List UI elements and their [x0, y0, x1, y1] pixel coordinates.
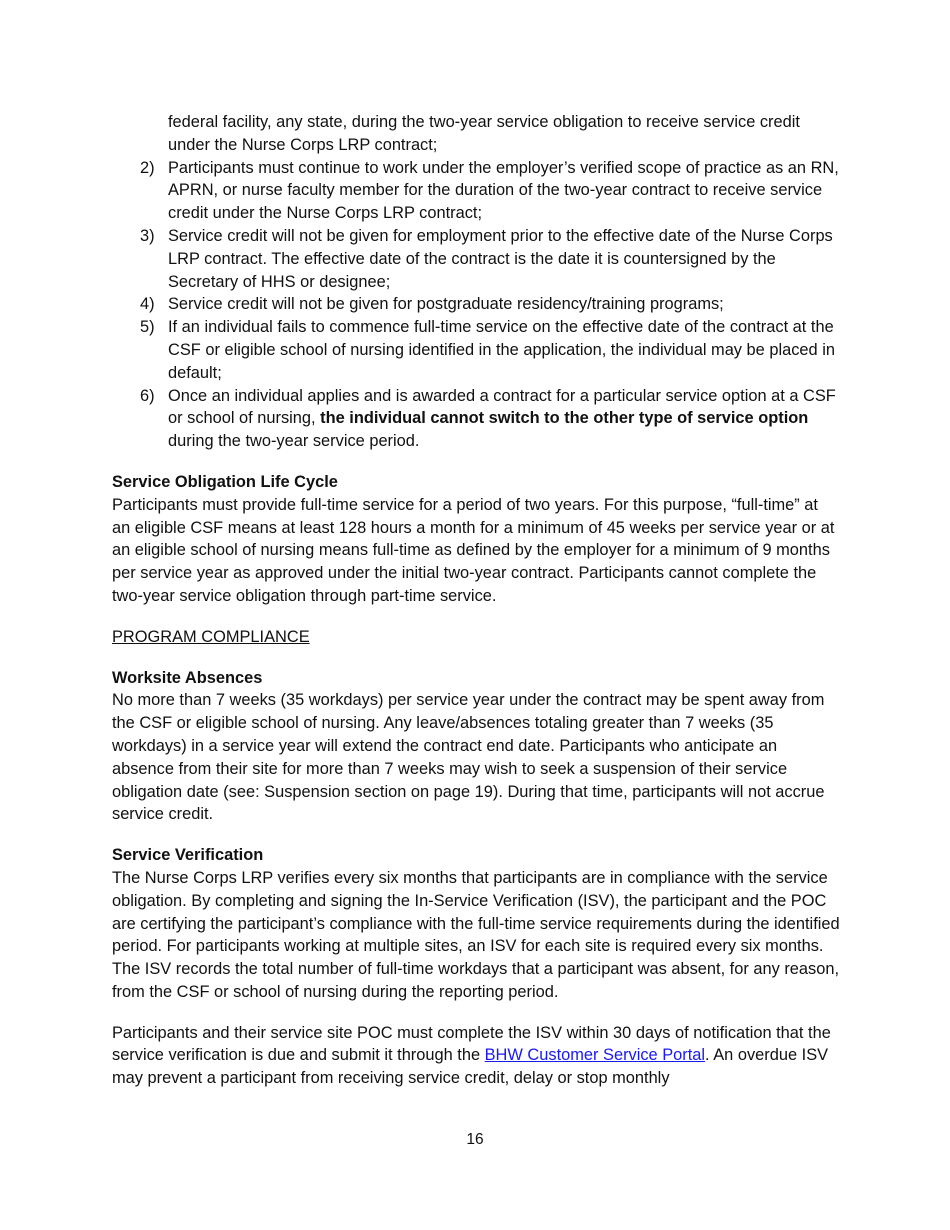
service-verification-paragraph: The Nurse Corps LRP verifies every six months that participants are in compliance with the service obligation. By completing and signing the In-Service Verification (ISV), the participant and the POC are certifying the participant’s compliance with the full-time service requirements during the identified period. For participants working at multiple sites, an ISV for each site is required every six months. The ISV records the total number of full-time workdays that a participant was absent, for any reason, from the CSF or school of nursing during the reporting period. — [112, 868, 840, 1001]
page-number: 16 — [466, 1131, 484, 1148]
life-cycle-heading: Service Obligation Life Cycle — [112, 472, 338, 491]
bhw-customer-service-portal-link[interactable]: BHW Customer Service Portal — [484, 1046, 706, 1065]
list-item-text: If an individual fails to commence full-time service on the effective date of the contract at the CSF or eligible school of nursing identified in the application, the individual may be placed in default; — [168, 318, 835, 382]
service-verification-heading: Service Verification — [112, 846, 264, 865]
life-cycle-paragraph: Participants must provide full-time service for a period of two years. For this purpose, “full-time” at an eligible CSF means at least 128 hours a month for a minimum of 45 weeks per service year or at an eligible school of nursing means full-time as defined by the employer for a minimum of 9 months per service year as approved under the initial two-year contract. Participants cannot complete the two-year service obligation through part-time service. — [112, 495, 835, 605]
list-item-number: 6) — [140, 386, 155, 405]
list-item — [112, 293, 840, 316]
list-item-bold-text: the individual cannot switch to the other type of service option — [320, 409, 809, 428]
list-item-number: 4) — [140, 295, 155, 314]
list-item — [112, 157, 840, 225]
isv-text-before: Participants and their service site POC must complete the ISV within 30 days of notification that the service verification is due and submit it through the — [112, 1023, 831, 1065]
list-item — [112, 385, 840, 453]
list-item-number: 2) — [140, 158, 155, 177]
list-item-number: 3) — [140, 226, 155, 245]
isv-submission-paragraph — [112, 1022, 840, 1090]
worksite-absences-paragraph: No more than 7 weeks (35 workdays) per service year under the contract may be spent away from the CSF or eligible school of nursing. Any leave/absences totaling greater than 7 weeks (35 workdays) in a service year will extend the contract end date. Participants who anticipate an absence from their site for more than 7 weeks may wish to seek a suspension of their service obligation date (see: Suspension section on page 19). During that time, participants will not accrue service credit. — [112, 691, 825, 824]
list-item-text-after: during the two-year service period. — [168, 432, 420, 451]
list-item-text-before: Once an individual applies and is awarded a contract for a particular service option at a CSF or school of nursing, — [168, 386, 836, 428]
requirements-list — [112, 157, 840, 453]
list-item-text: Service credit will not be given for employment prior to the effective date of the Nurse Corps LRP contract. The effective date of the contract is the date it is countersigned by the Secretary of HHS or designee; — [168, 226, 833, 291]
list-item-text: Service credit will not be given for postgraduate residency/training programs; — [168, 295, 724, 314]
document-page — [112, 111, 840, 1090]
list-item — [112, 225, 840, 293]
list-continuation-text: federal facility, any state, during the two-year service obligation to receive service credit under the Nurse Corps LRP contract; — [168, 113, 800, 154]
worksite-absences-heading: Worksite Absences — [112, 668, 263, 687]
list-item-text: Participants must continue to work under the employer’s verified scope of practice as an RN, APRN, or nurse faculty member for the duration of the two-year contract to receive service credit under the Nurse Corps LRP contract; — [168, 158, 839, 223]
program-compliance-heading: PROGRAM COMPLIANCE — [112, 627, 310, 646]
list-item — [112, 316, 840, 384]
isv-text-after: . An overdue ISV may prevent a participant from receiving service credit, delay or stop monthly — [112, 1046, 829, 1088]
list-item-number: 5) — [140, 318, 155, 337]
list-item-text — [168, 385, 840, 453]
